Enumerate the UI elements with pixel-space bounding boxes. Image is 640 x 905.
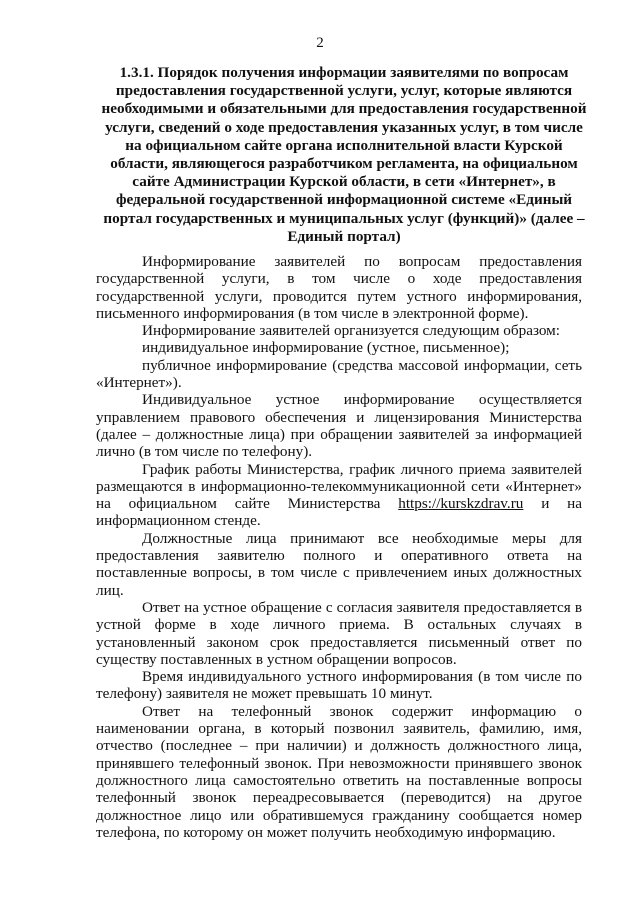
paragraph-oral-informing: Индивидуальное устное информирование осуществляется управлением правового обеспечения и лицензирования Министерства (далее – должностные лица) при обращении заявителей за информацией лично (в том числе по телефону). (96, 391, 582, 461)
paragraph-schedule (96, 461, 582, 530)
paragraph-informing-methods: Информирование заявителей по вопросам предоставления государственной услуги, в том числе о ходе предоставления государственной услуги, проводится путем устного информирования, письменного информирования (в том числе в электронной форме). (96, 253, 582, 322)
section-heading: 1.3.1. Порядок получения информации заявителями по вопросам предоставления государственной услуги, услуг, которые являются необходимыми и обязательными для предоставления государственной услуги, сведений о ходе предоставления указанных услуг, в том числе на официальном сайте органа исполнительной власти Курской области, являющегося разработчиком регламента, на официальном сайте Администрации Курской области, в сети «Интернет», в федеральной государственной информационной системе «Единый портал государственных и муниципальных услуг (функций)» (далее – Единый портал) (101, 64, 587, 245)
paragraph-informing-time: Время индивидуального устного информирования (в том числе по телефону) заявителя не может превышать 10 минут. (96, 668, 582, 703)
paragraph-individual-informing: индивидуальное информирование (устное, письменное); (142, 339, 510, 357)
page-number: 2 (316, 35, 324, 51)
schedule-text-before-link: График работы Министерства, график личного приема заявителей размещаются в информационно-телекоммуникационной сети «Интернет» на официальном сайте Министерства (96, 460, 582, 513)
paragraph-oral-response: Ответ на устное обращение с согласия заявителя предоставляется в устной форме в ходе личного приема. В остальных случаях в установленный законом срок предоставляется письменный ответ по существу поставленных в устном обращении вопросов. (96, 598, 582, 668)
schedule-text-after-link: и на информационном стенде. (96, 495, 582, 530)
ministry-website-link[interactable]: https://kurskzdrav.ru (398, 495, 524, 513)
paragraph-informing-organization: Информирование заявителей организуется следующим образом: (142, 322, 561, 340)
paragraph-officials-measures: Должностные лица принимают все необходимые меры для предоставления заявителю полного и оперативного ответа на поставленные вопросы, в том числе с привлечением иных должностных лиц. (96, 529, 582, 599)
document-body (96, 253, 582, 841)
paragraph-public-informing: публичное информирование (средства массовой информации, сеть «Интернет»). (96, 356, 582, 392)
paragraph-phone-response: Ответ на телефонный звонок содержит информацию о наименовании органа, в который позвонил заявитель, фамилию, имя, отчество (последнее – при наличии) и должность должностного лица, принявшего телефонный звонок. При невозможности принявшего звонок должностного лица самостоятельно ответить на поставленные вопросы телефонный звонок переадресовывается (переводится) на другое должностное лицо или обратившемуся гражданину сообщается номер телефона, по которому он может получить необходимую информацию. (96, 702, 582, 841)
